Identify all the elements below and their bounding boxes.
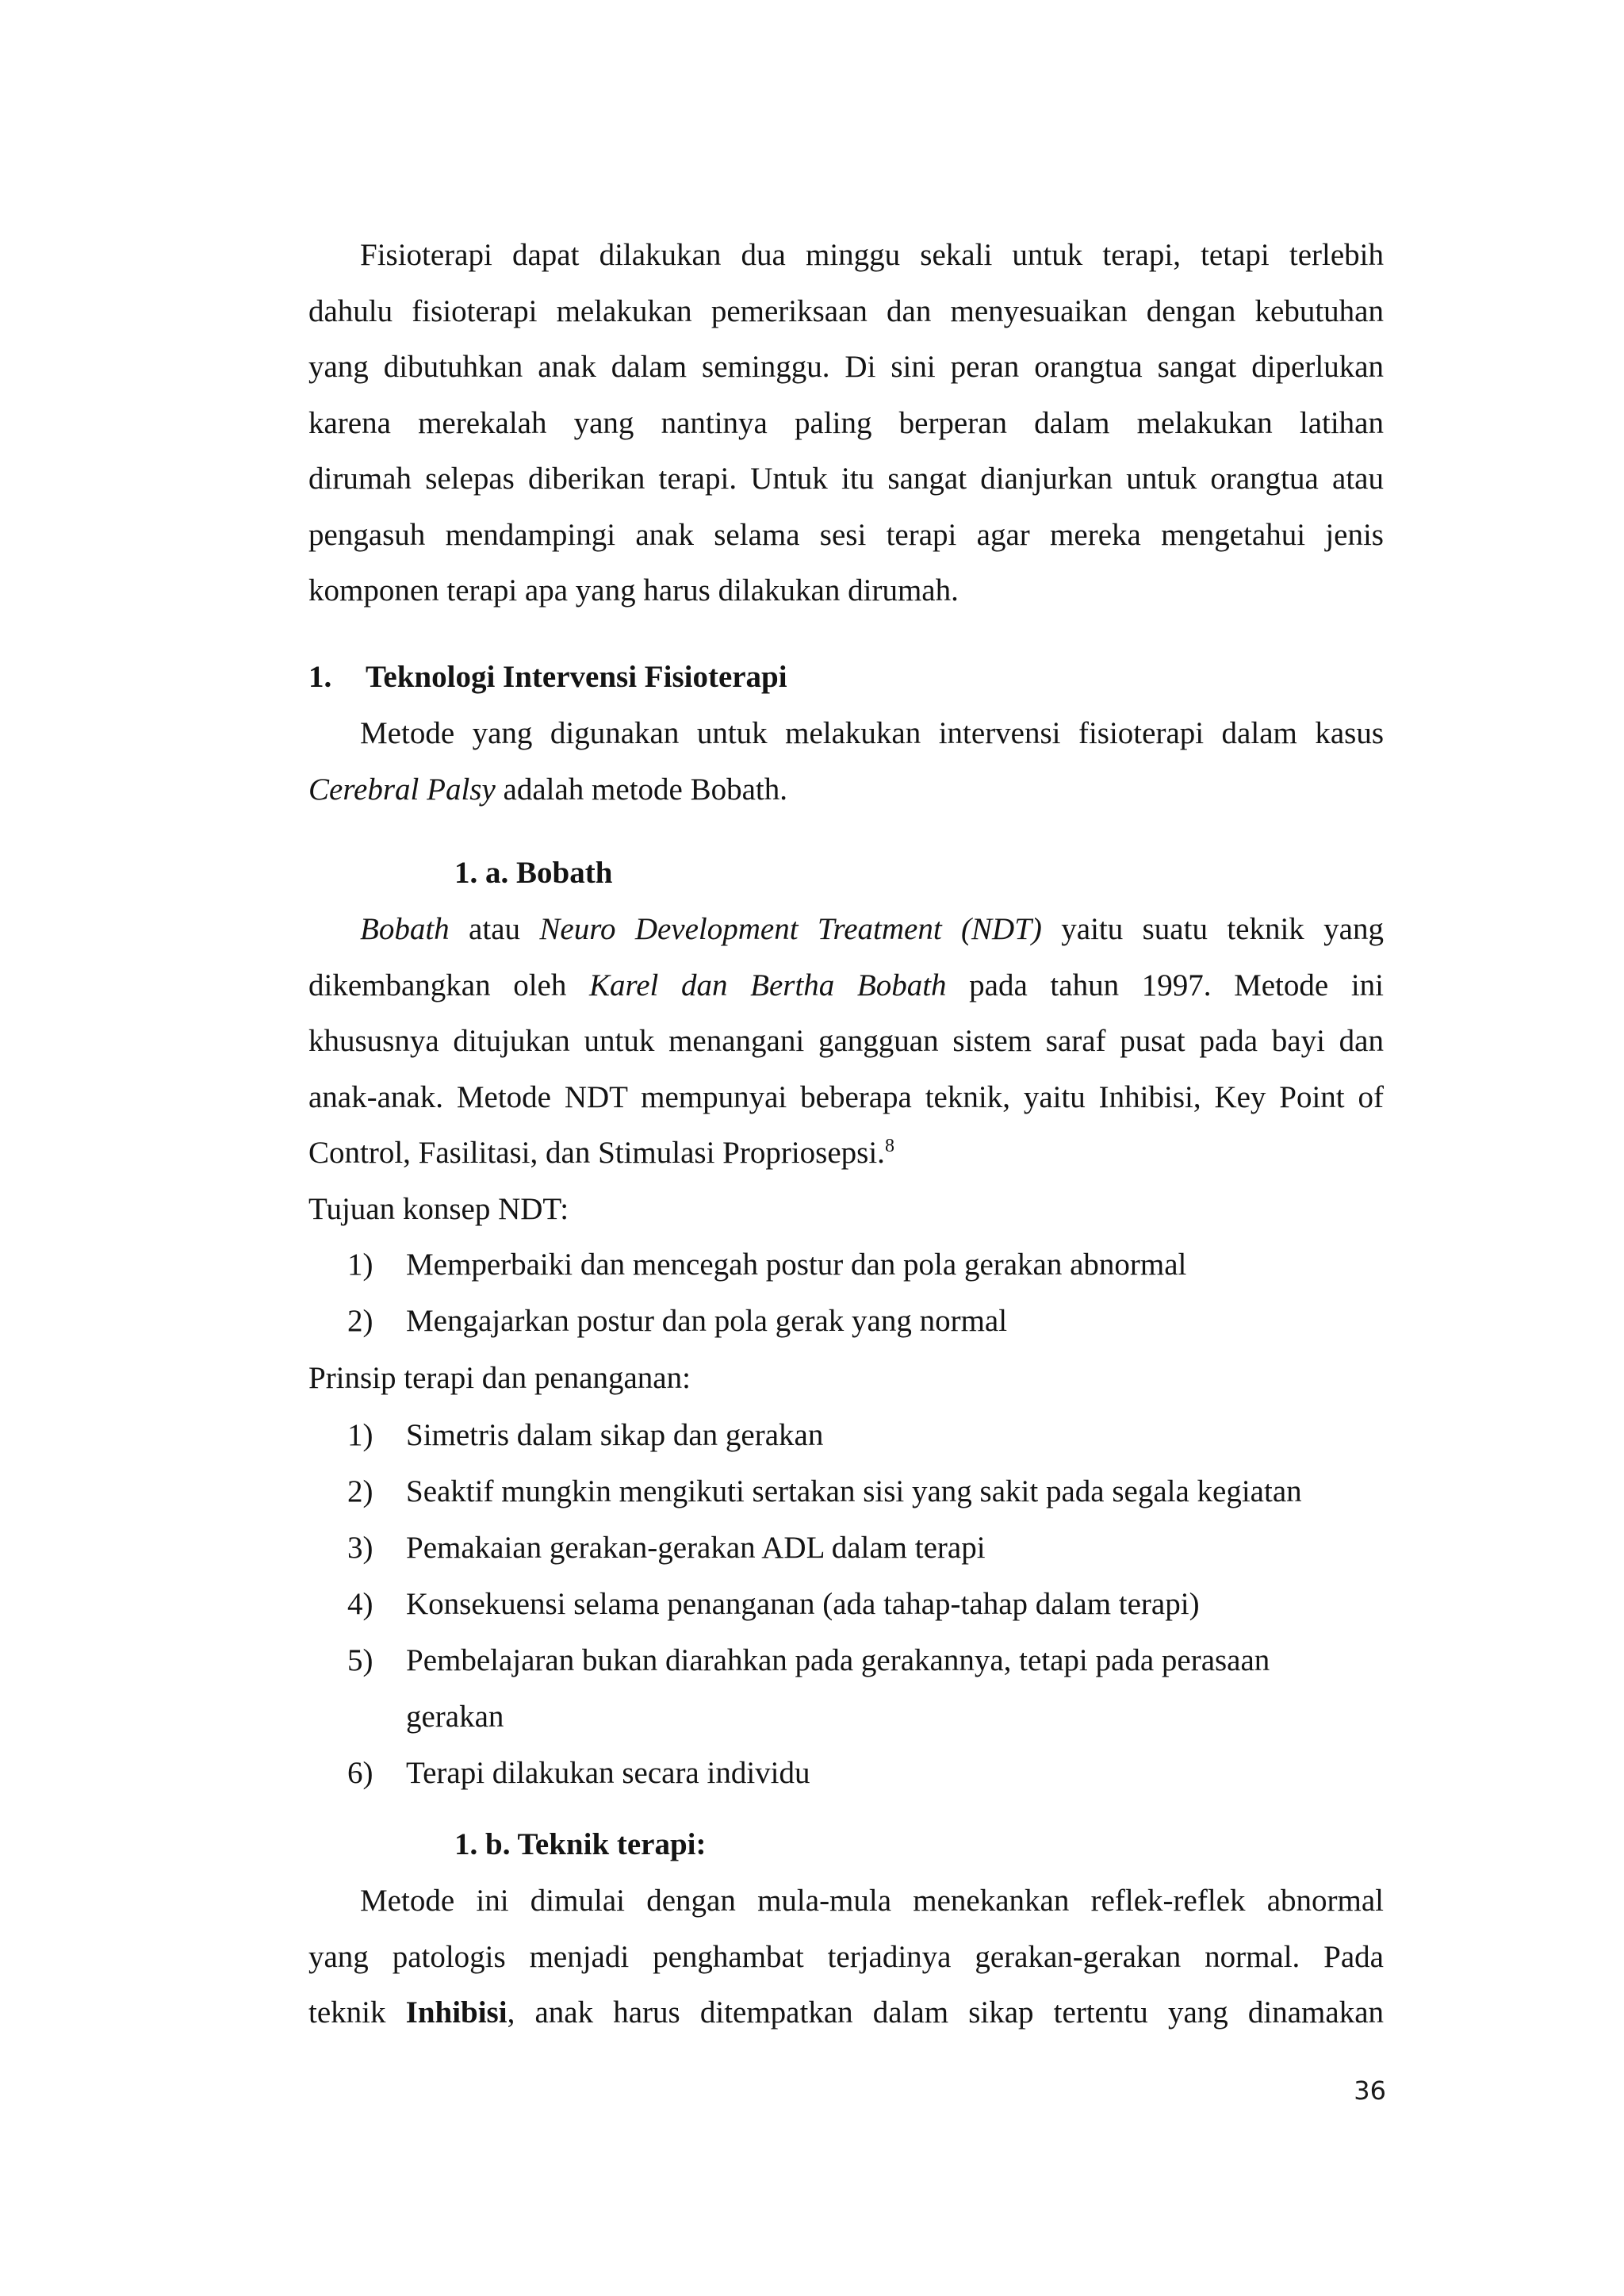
intro-paragraph	[308, 228, 1384, 619]
footnote-reference: 8	[884, 1136, 894, 1156]
italic-term: Cerebral Palsy	[308, 772, 496, 807]
subsection-heading-technique: 1. b. Teknik terapi:	[454, 1827, 707, 1861]
principles-label: Prinsip terapi dan penanganan:	[308, 1361, 691, 1395]
subsection-heading-bobath: 1. a. Bobath	[454, 856, 613, 890]
paragraph-line: teknik Inhibisi, anak harus ditempatkan dalam sikap tertentu yang dinamakan	[308, 1995, 1385, 2030]
paragraph-line: Control, Fasilitasi, dan Stimulasi Propriosepsi.$^8$	[308, 1136, 894, 1170]
list-item: 3) Pemakaian gerakan-gerakan ADL dalam terapi	[347, 1531, 986, 1565]
intro-line: karena merekalah yang nantinya paling berperan dalam melakukan latihan	[308, 405, 1384, 440]
list-item: 4) Konsekuensi selama penanganan (ada tahap-tahap dalam terapi)	[347, 1587, 1200, 1621]
list-item: 5) Pembelajaran bukan diarahkan pada gerakannya, tetapi pada perasaan gerakan	[347, 1643, 1270, 1734]
paragraph-line: dikembangkan oleh Karel dan Bertha Bobath pada tahun 1997. Metode ini	[308, 968, 1384, 1002]
principles-list	[308, 1407, 1384, 1801]
technique-paragraph	[308, 1873, 1384, 2041]
paragraph-line: Cerebral Palsy adalah metode Bobath.	[308, 772, 787, 807]
section-heading	[308, 650, 1384, 705]
list-item: 6) Terapi dilakukan secara individu	[347, 1756, 810, 1790]
paragraph-line: khususnya ditujukan untuk menangani gangguan sistem saraf pusat pada bayi dan	[308, 1024, 1384, 1058]
section-title: Teknologi Intervensi Fisioterapi	[366, 660, 787, 694]
goals-list	[308, 1236, 1384, 1349]
paragraph-line: anak-anak. Metode NDT mempunyai beberapa teknik, yaitu Inhibisi, Key Point of	[308, 1079, 1384, 1114]
paragraph-line: Metode yang digunakan untuk melakukan intervensi fisioterapi dalam kasus	[360, 716, 1384, 750]
page-number: 36	[1354, 2076, 1386, 2106]
intro-line: dahulu fisioterapi melakukan pemeriksaan dan menyesuaikan dengan kebutuhan	[308, 293, 1384, 328]
bobath-paragraph	[308, 902, 1384, 1182]
section-number: 1.	[308, 660, 332, 694]
intro-line: Fisioterapi dapat dilakukan dua minggu sekali untuk terapi, tetapi terlebih	[360, 238, 1384, 272]
paragraph-line: yang patologis menjadi penghambat terjadinya gerakan-gerakan normal. Pada	[308, 1939, 1384, 1974]
list-item: 2) Seaktif mungkin mengikuti sertakan sisi yang sakit pada segala kegiatan	[347, 1474, 1302, 1508]
list-item: 2) Mengajarkan postur dan pola gerak yang normal	[347, 1304, 1008, 1338]
bold-term: Inhibisi	[405, 1995, 508, 2030]
intro-line: komponen terapi apa yang harus dilakukan dirumah.	[308, 573, 959, 608]
intro-line: pengasuh mendampingi anak selama sesi terapi agar mereka mengetahui jenis	[308, 517, 1384, 552]
section-paragraph	[308, 706, 1384, 818]
goals-label: Tujuan konsep NDT:	[308, 1192, 569, 1226]
list-item: 1) Memperbaiki dan mencegah postur dan pola gerakan abnormal	[347, 1248, 1187, 1282]
list-item: 1) Simetris dalam sikap dan gerakan	[347, 1418, 824, 1452]
paragraph-line: Metode ini dimulai dengan mula-mula menekankan reflek-reflek abnormal	[360, 1884, 1384, 1918]
paragraph-line: Bobath atau Neuro Development Treatment (NDT) yaitu suatu teknik yang	[360, 912, 1384, 946]
intro-line: yang dibutuhkan anak dalam seminggu. Di sini peran orangtua sangat diperlukan	[308, 350, 1384, 384]
intro-line: dirumah selepas diberikan terapi. Untuk itu sangat dianjurkan untuk orangtua atau	[308, 462, 1384, 496]
